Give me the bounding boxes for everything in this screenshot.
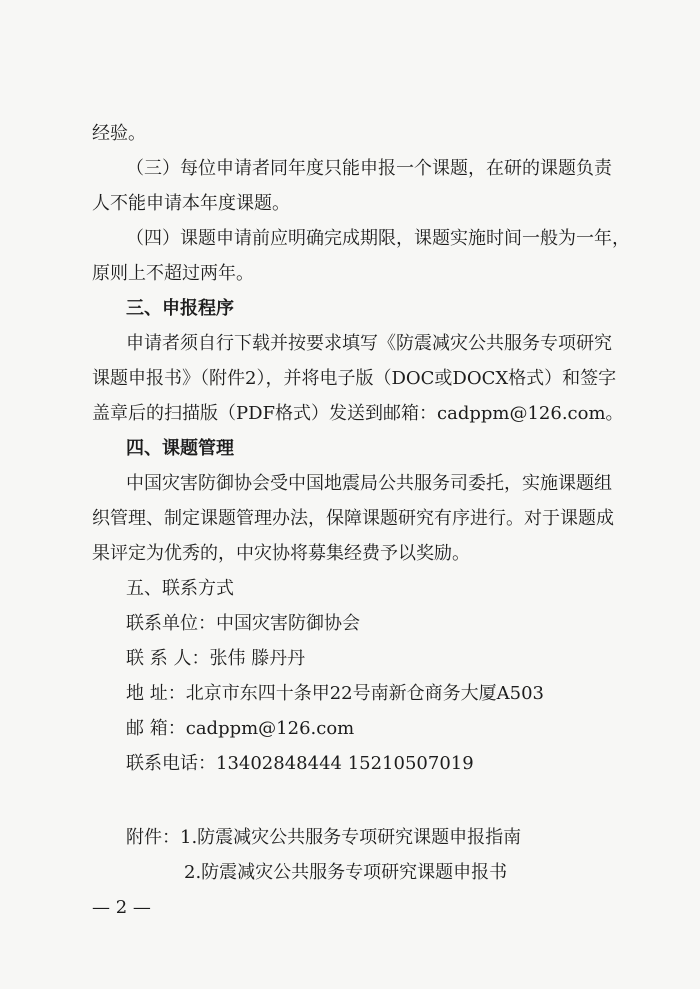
- paragraph-line: 原则上不超过两年。: [92, 263, 254, 284]
- attachment-row-1: [0, 826, 700, 850]
- paragraph-line: 果评定为优秀的，中灾协将募集经费予以奖励。: [92, 543, 470, 564]
- paragraph-line: 中国灾害防御协会受中国地震局公共服务司委托，实施课题组: [126, 473, 612, 494]
- paragraph-line: （四）课题申请前应明确完成期限，课题实施时间一般为一年，: [126, 228, 630, 249]
- paragraph-line: （三）每位申请者同年度只能申报一个课题，在研的课题负责: [126, 158, 612, 179]
- section-heading-procedure: 三、申报程序: [126, 298, 234, 319]
- contact-phone-value: 13402848444 15210507019: [216, 753, 474, 774]
- contact-address-row: [0, 682, 700, 706]
- contact-unit-value: 中国灾害防御协会: [216, 613, 360, 634]
- contact-email-label: 邮 箱：: [126, 718, 186, 739]
- contact-person-row: [0, 647, 700, 671]
- paragraph-line: 课题申报书》（附件2），并将电子版（DOC或DOCX格式）和签字: [92, 368, 617, 389]
- contact-address-value: 北京市东四十条甲22号南新仓商务大厦A503: [185, 683, 544, 704]
- page-number: — 2 —: [92, 897, 151, 918]
- contact-phone-row: [0, 752, 700, 776]
- contact-email-value: cadppm@126.com: [185, 718, 355, 739]
- paragraph-line: 申请者须自行下载并按要求填写《防震减灾公共服务专项研究: [126, 333, 612, 354]
- contact-unit-row: [0, 612, 700, 636]
- contact-unit-label: 联系单位：: [126, 613, 216, 634]
- paragraph-line: 经验。: [92, 123, 146, 144]
- contact-person-label: 联 系 人：: [126, 648, 210, 669]
- attachments-label: 附件：: [126, 827, 180, 848]
- paragraph-line: 织管理、制定课题管理办法，保障课题研究有序进行。对于课题成: [92, 508, 614, 529]
- contact-person-value: 张伟 滕丹丹: [209, 648, 306, 669]
- contact-phone-label: 联系电话：: [126, 753, 216, 774]
- paragraph-line: 盖章后的扫描版（PDF格式）发送到邮箱：cadppm@126.com。: [92, 403, 624, 424]
- contact-address-label: 地 址：: [126, 683, 186, 704]
- section-heading-management: 四、课题管理: [126, 438, 234, 459]
- attachment-item: 1.防震减灾公共服务专项研究课题申报指南: [180, 827, 522, 848]
- paragraph-line: 人不能申请本年度课题。: [92, 193, 290, 214]
- contact-email-row: [0, 717, 700, 741]
- section-heading-contact: 五、联系方式: [126, 578, 234, 599]
- attachment-item: 2.防震减灾公共服务专项研究课题申报书: [184, 862, 508, 883]
